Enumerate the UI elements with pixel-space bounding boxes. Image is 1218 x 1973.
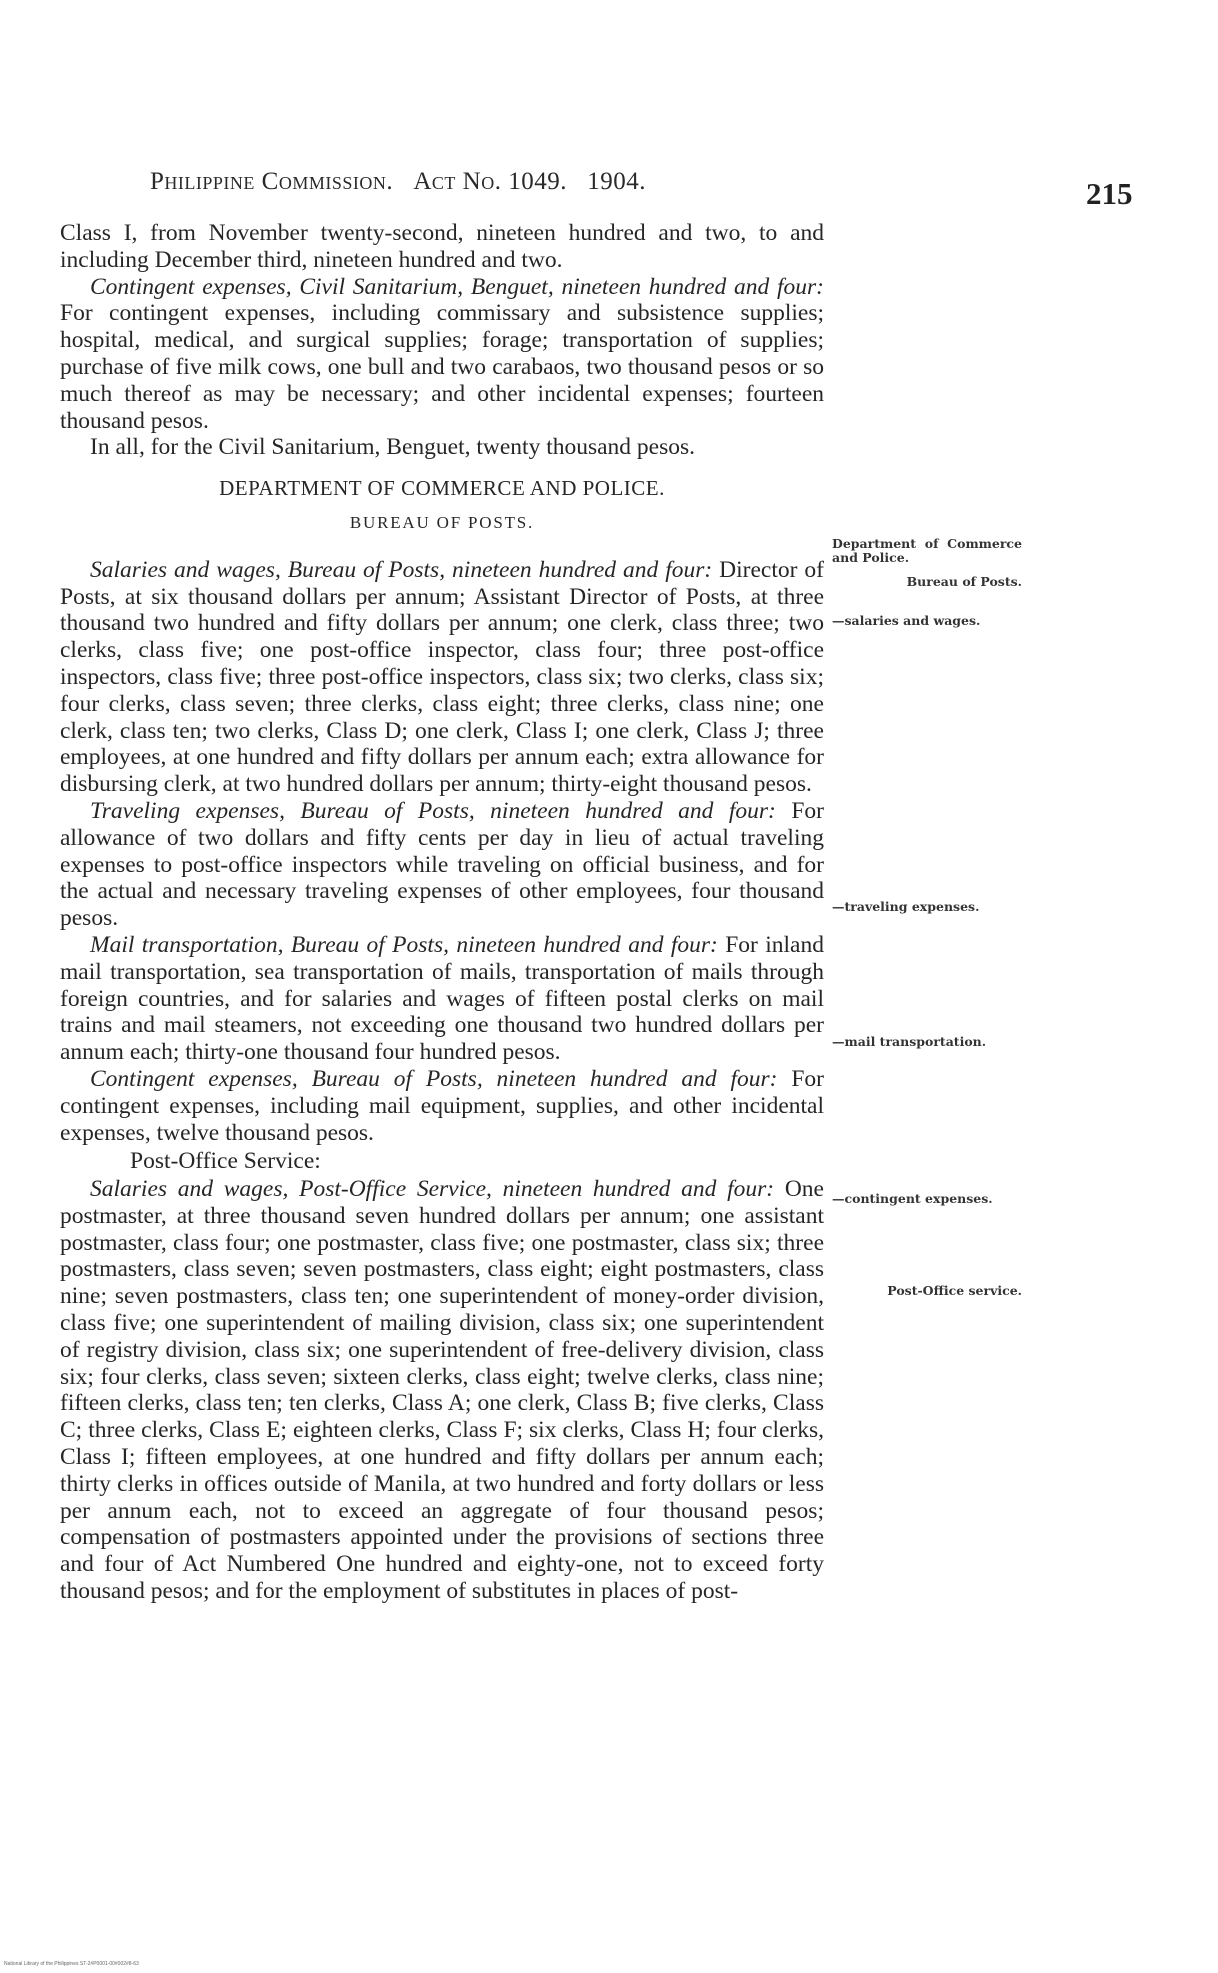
department-heading: DEPARTMENT OF COMMERCE AND POLICE. — [219, 476, 665, 501]
paragraph-body: For contingent expenses, including mail equipment, supplies, and other incidental expenses, twelve thousand pesos. — [60, 1065, 824, 1146]
heading-italic: Salaries and wages, Bureau of Posts, nineteen hundred and four: — [90, 556, 713, 583]
paragraph-body: For allowance of two dollars and fifty cents per day in lieu of actual traveling expenses to post-office inspectors while traveling on official business, and for the actual and necessary traveling expenses of other employees, four thousand pesos. — [60, 797, 824, 932]
post-office-service-title: Post-Office Service: — [130, 1148, 321, 1175]
paragraph-traveling-expenses — [60, 798, 824, 932]
paragraph-salaries-post-office — [60, 1176, 824, 1605]
paragraph-body: For inland mail transportation, sea transportation of mails, transportation of mails through foreign countries, and for salaries and wages of fifteen postal clerks on mail trains and mail steamers, not exceeding one thousand two hundred dollars per annum each; thirty-one thousand four hundred pesos. — [60, 931, 824, 1066]
footer-credit: National Library of the Philippines ST-2#P0001-00#002#8-63 — [4, 1961, 139, 1967]
heading-italic: Salaries and wages, Post-Office Service, nineteen hundred and four: — [90, 1176, 775, 1203]
heading-italic: Contingent expenses, Bureau of Posts, nineteen hundred and four: — [90, 1065, 778, 1092]
paragraph-body: One postmaster, at three thousand seven hundred dollars per annum; one assistant postmaster, class four; one postmaster, class five; one postmaster, class six; three postmasters, class seven; seven postmasters, class eight; eight postmasters, class nine; seven postmasters, class ten; one superintendent of money-order division, class five; one superintendent of mailing division, class six; one superintendent of registry division, class six; one superintendent of free-delivery division, class six; four clerks, class seven; sixteen clerks, class eight; twelve clerks, class nine; fifteen clerks, class ten; ten clerks, Class A; one clerk, Class B; five clerks, Class C; three clerks, Class E; eighteen clerks, Class F; six clerks, Class H; four clerks, Class I; fifteen employees, at one hundred and fifty dollars per annum each; thirty clerks in offices outside of Manila, at two hundred and forty dollars or less per annum each, not to exceed an aggregate of four thousand pesos; compensation of postmasters appointed under the provisions of sections three and four of Act Numbered One hundred and eighty-one, not to exceed forty thousand pesos; and for the employment of substitutes in places of post- — [60, 1176, 824, 1605]
running-head-commission: Philippine Commission. — [150, 168, 394, 195]
page-number: 215 — [1086, 176, 1133, 211]
running-head-year: 1904. — [587, 168, 646, 195]
heading-italic: Traveling expenses, Bureau of Posts, nineteen hundred and four: — [90, 797, 776, 824]
heading-italic: Contingent expenses, Civil Sanitarium, Benguet, nineteen hundred and four: — [90, 273, 824, 300]
main-text — [60, 220, 824, 1605]
paragraph-class-one: Class I, from November twenty-second, nineteen hundred and two, to and including December third, nineteen hundred and two. — [60, 220, 824, 273]
running-head — [150, 168, 646, 196]
margin-note-bureau: Bureau of Posts. — [906, 574, 1022, 589]
paragraph-salaries-posts — [60, 557, 824, 798]
margin-note-mail: —mail transportation. — [832, 1034, 987, 1049]
bureau-heading: BUREAU OF POSTS. — [349, 512, 535, 532]
margin-note-post-office: Post-Office service. — [887, 1283, 1022, 1298]
running-head-act: Act No. 1049. — [413, 168, 567, 195]
margin-note-department: Department of Commerce and Police. — [832, 536, 1022, 565]
paragraph-body: Director of Posts, at six thousand dollars per annum; Assistant Director of Posts, at three thousand two hundred and fifty dollars per annum; one clerk, class three; two clerks, class five; one post-office inspector, class four; three post-office inspectors, class five; three post-office inspectors, class six; two clerks, class six; four clerks, class seven; three clerks, class eight; three clerks, class nine; one clerk, class ten; two clerks, Class D; one clerk, Class I; one clerk, Class J; three employees, at one hundred and fifty dollars per annum each; extra allowance for disbursing clerk, at two hundred dollars per annum; thirty-eight thousand pesos. — [60, 556, 825, 798]
margin-note-traveling: —traveling expenses. — [832, 899, 980, 914]
paragraph-contingent-posts — [60, 1066, 824, 1146]
margin-note-contingent: —contingent expenses. — [832, 1191, 993, 1206]
paragraph-contingent-sanitarium — [60, 274, 824, 435]
paragraph-sanitarium-total: In all, for the Civil Sanitarium, Benguet, twenty thousand pesos. — [90, 434, 696, 461]
heading-italic: Mail transportation, Bureau of Posts, nineteen hundred and four: — [90, 931, 718, 958]
paragraph-mail-transportation — [60, 932, 824, 1066]
margin-note-salaries: —salaries and wages. — [832, 613, 981, 628]
paragraph-body: For contingent expenses, including commissary and subsistence supplies; hospital, medical, and surgical supplies; forage; transportation of supplies; purchase of five milk cows, one bull and two carabaos, two thousand pesos or so much thereof as may be necessary; and other incidental expenses; fourteen thousand pesos. — [60, 300, 824, 434]
